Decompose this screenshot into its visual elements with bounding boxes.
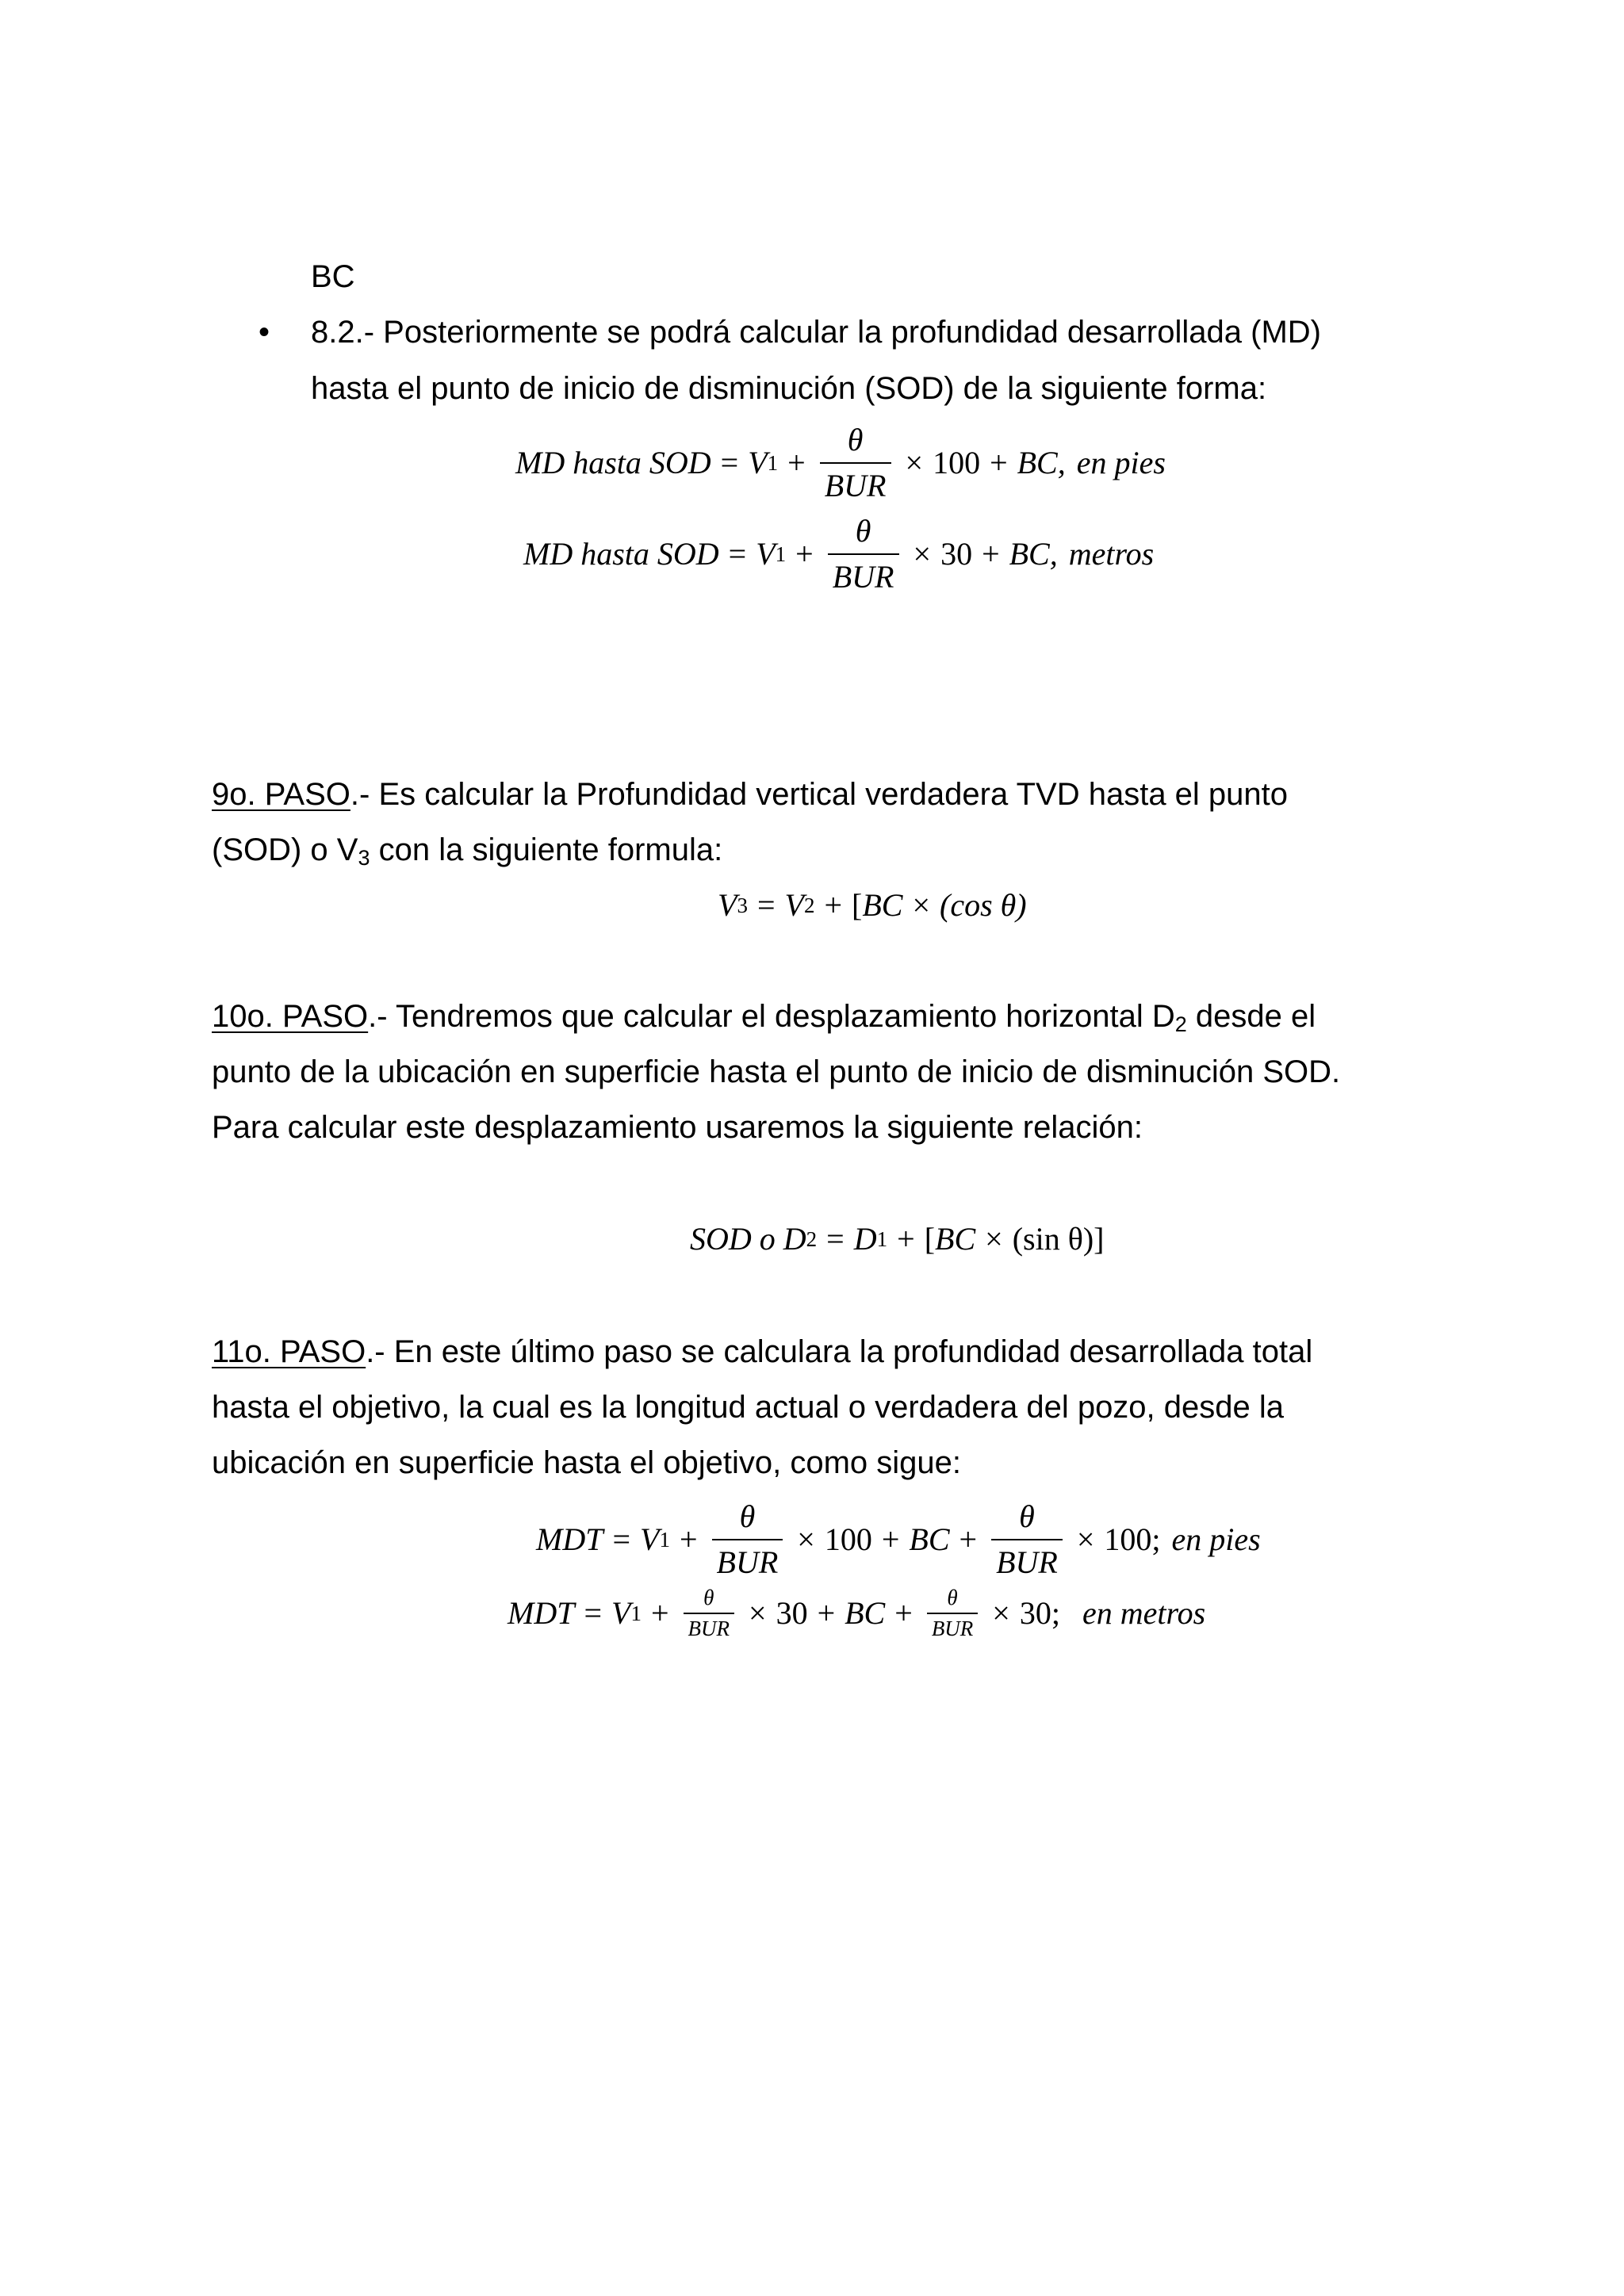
fraction-denominator: BUR — [712, 1539, 783, 1578]
eq-end: 100; — [1104, 1521, 1161, 1557]
eq-unit: en pies — [1076, 445, 1166, 480]
eq-plus: + — [982, 536, 1000, 572]
eq-bc: BC, — [1009, 536, 1058, 572]
theta-over-bur-fraction — [828, 515, 899, 593]
eq-equals: = — [826, 1221, 845, 1257]
eq-plus: + — [894, 1595, 913, 1631]
fraction-numerator: θ — [947, 1586, 958, 1609]
theta-over-bur-fraction — [684, 1587, 734, 1640]
equation-md-meters: MD hasta SOD = V 1 + $\frac{\theta}{\text{BUR}}$ × 30 + BC, metros — [523, 513, 1155, 595]
eq-bracket: [ — [852, 887, 863, 923]
step10-text-a: .- Tendremos que calcular el desplazamiento horizontal D — [368, 999, 1175, 1034]
equation-md-feet: MD hasta SOD = V 1 + $\frac{\theta}{\text{BUR}}$ × 100 + BC, en pies — [515, 422, 1166, 503]
fraction-denominator: BUR — [991, 1539, 1063, 1578]
theta-over-bur-fraction — [927, 1587, 978, 1640]
eq-bc: BC — [845, 1595, 886, 1631]
eq-factor: 100 — [933, 445, 981, 480]
eq-plus: + — [897, 1221, 915, 1257]
step10-sub: 2 — [1174, 1012, 1187, 1036]
eq-v: V — [611, 1595, 631, 1631]
eq-times: × — [749, 1595, 767, 1631]
eq-v2: V — [784, 887, 804, 923]
theta-over-bur-fraction — [991, 1498, 1063, 1580]
step11-line2: hasta el objetivo, la cual es la longitud actual o verdadera del pozo, desde la — [212, 1390, 1285, 1425]
eq-lhs: MD hasta SOD — [515, 445, 711, 480]
fraction-numerator: θ — [739, 1498, 756, 1534]
eq-factor: 30 — [776, 1595, 808, 1631]
eq-plus: + — [824, 887, 842, 923]
fraction-denominator: BUR — [684, 1613, 734, 1640]
step10-line1 — [212, 1001, 1316, 1035]
equation-mdt-feet: MDT = V 1 + $\frac{\theta}{\text{BUR}}$ × 100 + BC + $\frac{\theta}{\text{BUR}}$ × 100; en pies — [536, 1498, 1261, 1580]
eq-d1: D — [853, 1221, 877, 1257]
eq-times: × — [797, 1521, 815, 1557]
eq-times: × — [1076, 1521, 1095, 1557]
eq-equals: = — [728, 536, 747, 572]
equation-mdt-meters: MDT = V 1 + $\frac{\theta}{\text{BUR}}$ × 30 + BC + $\frac{\theta}{\text{BUR}}$ × 30; en metros — [508, 1586, 1206, 1640]
eq-unit: en metros — [1082, 1595, 1206, 1631]
eq-cos: (cos θ) — [940, 887, 1027, 923]
eq-v: V — [748, 445, 768, 480]
step11-line3: ubicación en superficie hasta el objetivo, como sigue: — [212, 1445, 961, 1480]
eq-bc: BC, — [1017, 445, 1066, 480]
step82-line1: 8.2.- Posteriormente se podrá calcular la profundidad desarrollada (MD) — [311, 315, 1321, 350]
eq-times: × — [992, 1595, 1010, 1631]
eq-plus: + — [990, 445, 1008, 480]
eq-v: V — [756, 536, 776, 572]
fraction-numerator: θ — [847, 422, 864, 457]
step11-line1 — [212, 1336, 1312, 1368]
theta-over-bur-fraction — [820, 424, 891, 502]
fraction-numerator: θ — [703, 1586, 714, 1609]
step82-line2: hasta el punto de inicio de disminución (SOD) de la siguiente forma: — [311, 371, 1267, 406]
eq-plus: + — [795, 536, 814, 572]
step11-text: .- En este último paso se calculara la profundidad desarrollada total — [366, 1334, 1313, 1369]
eq-lhs: MDT — [536, 1521, 603, 1557]
step10-line2: punto de la ubicación en superficie hasta el punto de inicio de disminución SOD. — [212, 1054, 1341, 1089]
eq-unit: metros — [1068, 536, 1155, 572]
eq-factor: 100 — [824, 1521, 872, 1557]
step10-text-b: desde el — [1186, 999, 1316, 1034]
eq-plus: + — [817, 1595, 836, 1631]
eq-equals: = — [756, 887, 776, 923]
eq-equals: = — [584, 1595, 603, 1631]
eq-v3: V — [718, 887, 737, 923]
step9-line1 — [212, 779, 1288, 810]
eq-times: × — [985, 1221, 1003, 1257]
eq-plus: + — [881, 1521, 900, 1557]
eq-plus: + — [959, 1521, 978, 1557]
theta-over-bur-fraction — [712, 1498, 783, 1580]
eq-plus: + — [787, 445, 806, 480]
fraction-numerator: θ — [1019, 1498, 1035, 1534]
step9-line2 — [212, 834, 722, 869]
eq-times: × — [905, 445, 924, 480]
eq-bracket: [ — [924, 1221, 936, 1257]
eq-bc: BC — [909, 1521, 950, 1557]
eq-sin: (sin θ)] — [1012, 1221, 1105, 1257]
fraction-denominator: BUR — [820, 462, 891, 502]
equation-v3: V 3 = V 2 + [ BC × (cos θ) — [718, 887, 1027, 923]
eq-plus: + — [650, 1595, 669, 1631]
fraction-denominator: BUR — [828, 553, 899, 593]
eq-times: × — [912, 887, 931, 923]
eq-plus: + — [679, 1521, 698, 1557]
eq-lhs: MDT — [508, 1595, 575, 1631]
step9-label: 9o. PASO — [212, 777, 350, 812]
eq-equals: = — [720, 445, 739, 480]
fraction-denominator: BUR — [927, 1613, 978, 1640]
eq-lhs: MD hasta SOD — [523, 536, 719, 572]
step11-label: 11o. PASO — [212, 1334, 366, 1369]
eq-lhs: SOD o D — [690, 1221, 806, 1257]
fraction-numerator: θ — [855, 513, 871, 549]
eq-unit: en pies — [1171, 1521, 1261, 1557]
step10-label: 10o. PASO — [212, 999, 369, 1034]
step9-text: .- Es calcular la Profundidad vertical verdadera TVD hasta el punto — [350, 777, 1289, 812]
step9-sub: 3 — [358, 846, 370, 870]
eq-bc: BC — [862, 887, 903, 923]
eq-factor: 30 — [940, 536, 973, 572]
eq-equals: = — [612, 1521, 631, 1557]
bullet-icon: • — [259, 315, 270, 350]
continuation-text: BC — [311, 259, 355, 294]
eq-end: 30; — [1019, 1595, 1060, 1631]
eq-v: V — [640, 1521, 660, 1557]
step9-text-b: con la siguiente formula: — [370, 832, 723, 867]
step10-line3: Para calcular este desplazamiento usaremos la siguiente relación: — [212, 1110, 1143, 1145]
eq-times: × — [913, 536, 932, 572]
equation-d2: SOD o D 2 = D 1 + [ BC × (sin θ)] — [690, 1221, 1105, 1257]
eq-bc: BC — [935, 1221, 976, 1257]
step9-text-a: (SOD) o V — [212, 832, 358, 867]
